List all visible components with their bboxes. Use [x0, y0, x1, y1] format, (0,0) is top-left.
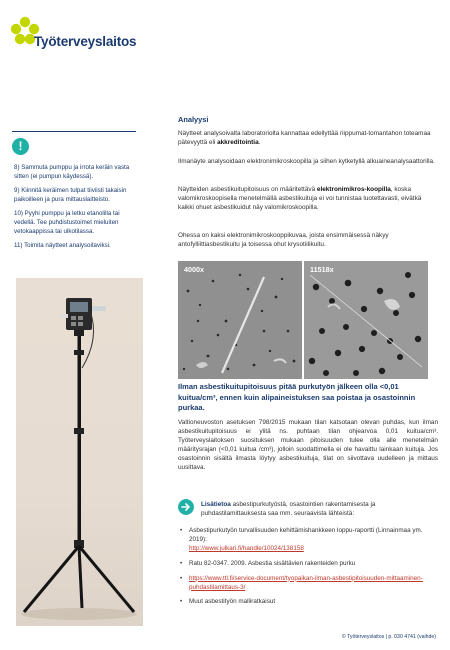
sem-image-chrysotile — [304, 261, 428, 379]
magnification-label: 11518x — [310, 265, 334, 274]
logo-text: Työterveyslaitos — [34, 34, 137, 49]
exclamation-info-icon: ! — [12, 138, 29, 155]
sidebar-steps — [14, 164, 142, 257]
pump-tripod-photo — [16, 278, 143, 626]
list-item — [180, 575, 438, 593]
sem-image-antophyllite — [178, 261, 302, 379]
arrow-right-icon — [178, 499, 194, 515]
accreditation-term: akkreditointia — [217, 139, 259, 147]
paragraph-regulation: Valtioneuvoston asetuksen 798/2015 mukaan tilan katsotaan olevan puhdas, kun ilman asbestikuitupitoisuus ei ylitä ns. puhtaan tilan ohjearvoa 0,01 kuitua/cm³. Työterveyslaitoksen suosituksen mukaan pitoisuuden tulee olla alle menetelmän määritysrajan (<0,01 kuitua /cm³), jolloin suodattimella ei ole havaittu lainkaan kuituja. Jos osastoinnin sisältä ilmasta löytyy asbestikuituja, tilat on siivottava uudelleen ja mittaus uusittava. — [178, 419, 438, 472]
julkari-report-link[interactable]: http://www.julkari.fi/handle/10024/138158 — [189, 544, 304, 552]
sidebar-divider — [12, 131, 136, 132]
list-item: • Muut asbestityön malliratkaisut — [180, 598, 438, 607]
step-10: 10) Pyyhi pumppu ja letku etanolilla tai vedellä. Tee puhdistustoimet mieluiten vetokaappissa tai ulkotilassa. — [14, 210, 120, 235]
step-11: 11) Toimita näytteet analysoitaviksi. — [14, 242, 111, 250]
ttl-measurement-link[interactable]: https://www.ttl.fi/service-document/tyopaikan-ilman-asbestipitoisuuden-mittaaminen-puhdastilamittaus-3/ — [189, 574, 423, 591]
paragraph-fiber-determination: Näytteiden asbestikuitupitoisuus on määritettävä elektronimikros-koopilla, koska valomikroskoopisella menetelmällä asbestikuituja ei voi tunnistaa luotettavasti, eivätkä kaikki ohuet asbestikuidut näy valomikroskoopilla. — [178, 186, 422, 212]
step-9: 9) Kiinnitä keräimen tulpat tiiviisti takaisin paikoilleen ja pura mittauslaitteisto. — [14, 187, 127, 203]
electron-microscope-term: elektronimikros-koopilla — [316, 186, 391, 193]
paragraph-electron-microscope: Ilmanäyte analysoidaan elektronimikroskoopilla ja siihen kytketyllä alkuaineanalysaattorilla. — [178, 158, 435, 165]
more-info-label: Lisätietoa — [201, 501, 231, 508]
magnification-label: 4000x — [184, 265, 204, 274]
reference-list — [180, 527, 438, 613]
logo — [8, 14, 148, 50]
more-info-intro: Lisätietoa asbestipurkutyöstä, osastointien rakentamisesta ja puhdastilamittauksesta saa mm. seuraavista lähteistä: — [201, 501, 376, 518]
list-item: • Ratu 82-0347. 2009. Asbestia sisältävien rakenteiden purku — [180, 560, 438, 569]
paragraph-images-description: Ohessa on kaksi elektronimikroskooppikuvaa, joista ensimmäisessä näkyy antofylliittiasbestikuitu ja toisessa ohut krysotiilikuitu. — [178, 232, 389, 249]
requirement-subheading: Ilman asbestikuitupitoisuus pitää purkutyön jälkeen olla <0,01 kuitua/cm³, ennen kuin alipaineistuksen saa poistaa ja osastoinnin purkaa. — [178, 382, 416, 413]
step-8: 8) Sammuta pumppu ja irrota keräin vasta sitten (ei pumpun käydessä). — [14, 164, 130, 180]
section-heading-analyysi: Analyysi — [178, 115, 209, 124]
paragraph-accreditation: Näytteet analysoivalta laboratoriolta kannattaa edellyttää riippumat-tomantahon toteamaa pätevyyttä eli akkreditointia. — [178, 130, 431, 147]
list-item: • Asbestipurkutyön turvallisuuden kehittämishankkeen loppu-raportti (Linnainmaa ym. 2019): http://www.julkari.fi/handle/10024/138158 — [180, 527, 438, 554]
footer-contact: © Työterveyslaitos | p. 030 4741 (vaihde) — [341, 634, 436, 640]
